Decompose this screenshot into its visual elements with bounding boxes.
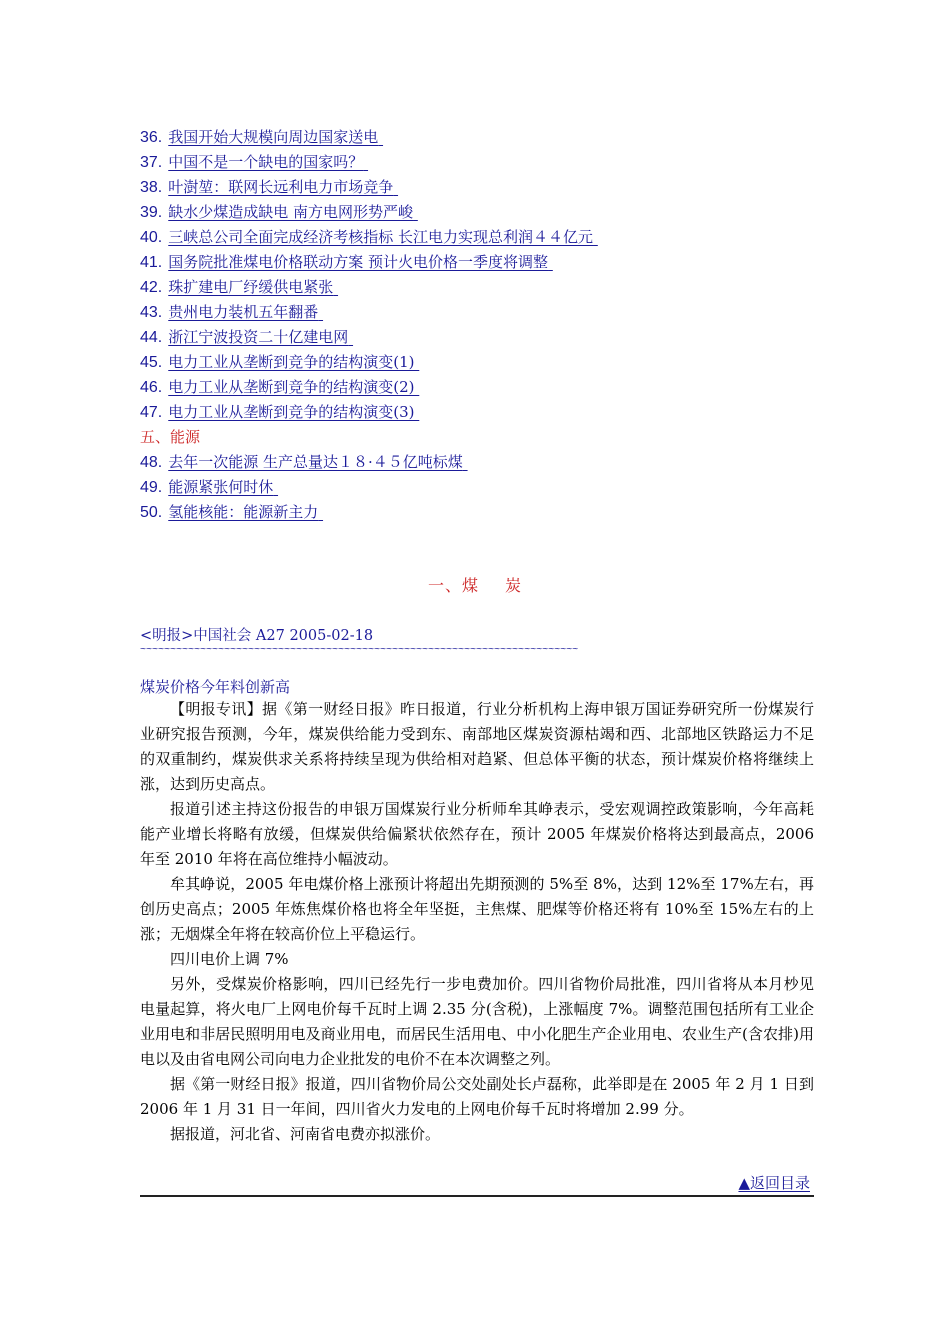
toc-item-link[interactable]: 叶澍堃：联网长远利电力市场竞争 bbox=[168, 178, 394, 196]
toc-item[interactable] bbox=[140, 450, 820, 475]
toc-item-link[interactable]: 电力工业从垄断到竞争的结构演变(2) bbox=[168, 378, 415, 396]
toc-item-number: 45. bbox=[140, 354, 163, 371]
return-to-contents-link[interactable]: ▲返回目录 bbox=[738, 1174, 810, 1192]
toc-item-link[interactable]: 电力工业从垄断到竞争的结构演变(3) bbox=[168, 403, 415, 421]
toc-item[interactable] bbox=[140, 350, 820, 375]
toc-item-number: 41. bbox=[140, 254, 163, 271]
toc-item-link[interactable]: 氢能核能：能源新主力 bbox=[168, 503, 319, 521]
toc-item-number: 48. bbox=[140, 454, 163, 471]
article-title: 煤炭价格今年料创新高 bbox=[140, 678, 291, 696]
article-paragraph: 【明报专讯】据《第一财经日报》昨日报道，行业分析机构上海申银万国证券研究所一份煤炭行业研究报告预测，今年，煤炭供给能力受到东、南部地区煤炭资源枯竭和西、北部地区铁路运力不足的双重制约，煤炭供求关系将持续呈现为供给相对趋紧、但总体平衡的状态，预计煤炭价格将继续上涨，达到历史高点。 bbox=[140, 700, 814, 793]
toc-item[interactable] bbox=[140, 325, 820, 350]
toc-section-heading: 五、能源 bbox=[140, 428, 201, 446]
toc-item-link[interactable]: 浙江宁波投资二十亿建电网 bbox=[168, 328, 349, 346]
toc-item-link[interactable]: 缺水少煤造成缺电 南方电网形势严峻 bbox=[168, 203, 414, 221]
toc-item-link[interactable]: 三峡总公司全面完成经济考核指标 长江电力实现总利润４４亿元 bbox=[168, 228, 594, 246]
toc-item-link[interactable]: 电力工业从垄断到竞争的结构演变(1) bbox=[168, 353, 415, 371]
toc-item[interactable] bbox=[140, 225, 820, 250]
article-source: <明报>中国社会 A27 2005-02-18 bbox=[140, 628, 374, 644]
toc-item-number: 50. bbox=[140, 504, 163, 521]
article-paragraph: 据《第一财经日报》报道，四川省物价局公交处副处长卢磊称，此举即是在 2005 年 2 月 1 日到 2006 年 1 月 31 日一年间，四川省火力发电的上网电价每千瓦时将增加 2.99 分。 bbox=[140, 1075, 814, 1118]
toc-item-number: 47. bbox=[140, 404, 163, 421]
article-paragraph: 据报道，河北省、河南省电费亦拟涨价。 bbox=[170, 1125, 441, 1143]
toc-item-link[interactable]: 珠扩建电厂纾缓供电紧张 bbox=[168, 278, 334, 296]
toc-item[interactable] bbox=[140, 375, 820, 400]
toc-item-link[interactable]: 我国开始大规模向周边国家送电 bbox=[168, 128, 379, 146]
toc-item[interactable] bbox=[140, 300, 820, 325]
toc-item-number: 49. bbox=[140, 479, 163, 496]
toc-item-number: 46. bbox=[140, 379, 163, 396]
toc-item[interactable] bbox=[140, 500, 820, 525]
toc-item-number: 36. bbox=[140, 129, 163, 146]
article-paragraph: 报道引述主持这份报告的申银万国煤炭行业分析师牟其峥表示，受宏观调控政策影响，今年高耗能产业增长将略有放缓，但煤炭供给偏紧状依然存在，预计 2005 年煤炭价格将达到最高点，2006 年至 2010 年将在高位维持小幅波动。 bbox=[140, 800, 814, 868]
toc-item-number: 42. bbox=[140, 279, 163, 296]
toc-item[interactable] bbox=[140, 125, 820, 150]
article-paragraph: 另外，受煤炭价格影响，四川已经先行一步电费加价。四川省物价局批准，四川省将从本月杪见电量起算，将火电厂上网电价每千瓦时上调 2.35 分(含税)，上涨幅度 7%。调整范围包括所有工业企业用电和非居民照明用电及商业用电，而居民生活用电、中小化肥生产企业用电、农业生产(含农排)用电以及由省电网公司向电力企业批发的电价不在本次调整之列。 bbox=[140, 975, 814, 1068]
toc-item-number: 40. bbox=[140, 229, 163, 246]
toc-item[interactable] bbox=[140, 475, 820, 500]
table-of-contents bbox=[140, 125, 820, 525]
toc-item[interactable] bbox=[140, 175, 820, 200]
toc-item-number: 39. bbox=[140, 204, 163, 221]
article-paragraph: 牟其峥说，2005 年电煤价格上涨预计将超出先期预测的 5%至 8%，达到 12%至 17%左右，再创历史高点；2005 年炼焦煤价格也将全年坚挺，主焦煤、肥煤等价格还将有 10%至 15%左右的上涨；无烟煤全年将在较高价位上平稳运行。 bbox=[140, 875, 814, 943]
toc-item-link[interactable]: 贵州电力装机五年翻番 bbox=[168, 303, 319, 321]
separator-line: ~~~~~~~~~~~~~~~~~~~~~~~~~~~~~~~~~~~~~~~~~~~~~~~~~~~~~~~~~~~~~~~~~~~~~~~~~ bbox=[140, 645, 579, 656]
toc-item[interactable] bbox=[140, 150, 820, 175]
article-subheading: 四川电价上调 7% bbox=[170, 950, 289, 968]
toc-item-link[interactable]: 国务院批准煤电价格联动方案 预计火电价格一季度将调整 bbox=[168, 253, 549, 271]
toc-item-link[interactable]: 中国不是一个缺电的国家吗？ bbox=[168, 153, 364, 171]
toc-item-number: 37. bbox=[140, 154, 163, 171]
toc-item-number: 38. bbox=[140, 179, 163, 196]
article-body bbox=[140, 697, 814, 1147]
toc-item-link[interactable]: 去年一次能源 生产总量达１８·４５亿吨标煤 bbox=[168, 453, 463, 471]
horizontal-rule bbox=[140, 1195, 814, 1197]
toc-item[interactable] bbox=[140, 200, 820, 225]
toc-item[interactable] bbox=[140, 275, 820, 300]
section-heading: 一、煤 炭 bbox=[427, 576, 523, 595]
toc-item[interactable] bbox=[140, 250, 820, 275]
toc-item-number: 43. bbox=[140, 304, 163, 321]
toc-item[interactable] bbox=[140, 400, 820, 425]
toc-item-link[interactable]: 能源紧张何时休 bbox=[168, 478, 274, 496]
toc-item-number: 44. bbox=[140, 329, 163, 346]
